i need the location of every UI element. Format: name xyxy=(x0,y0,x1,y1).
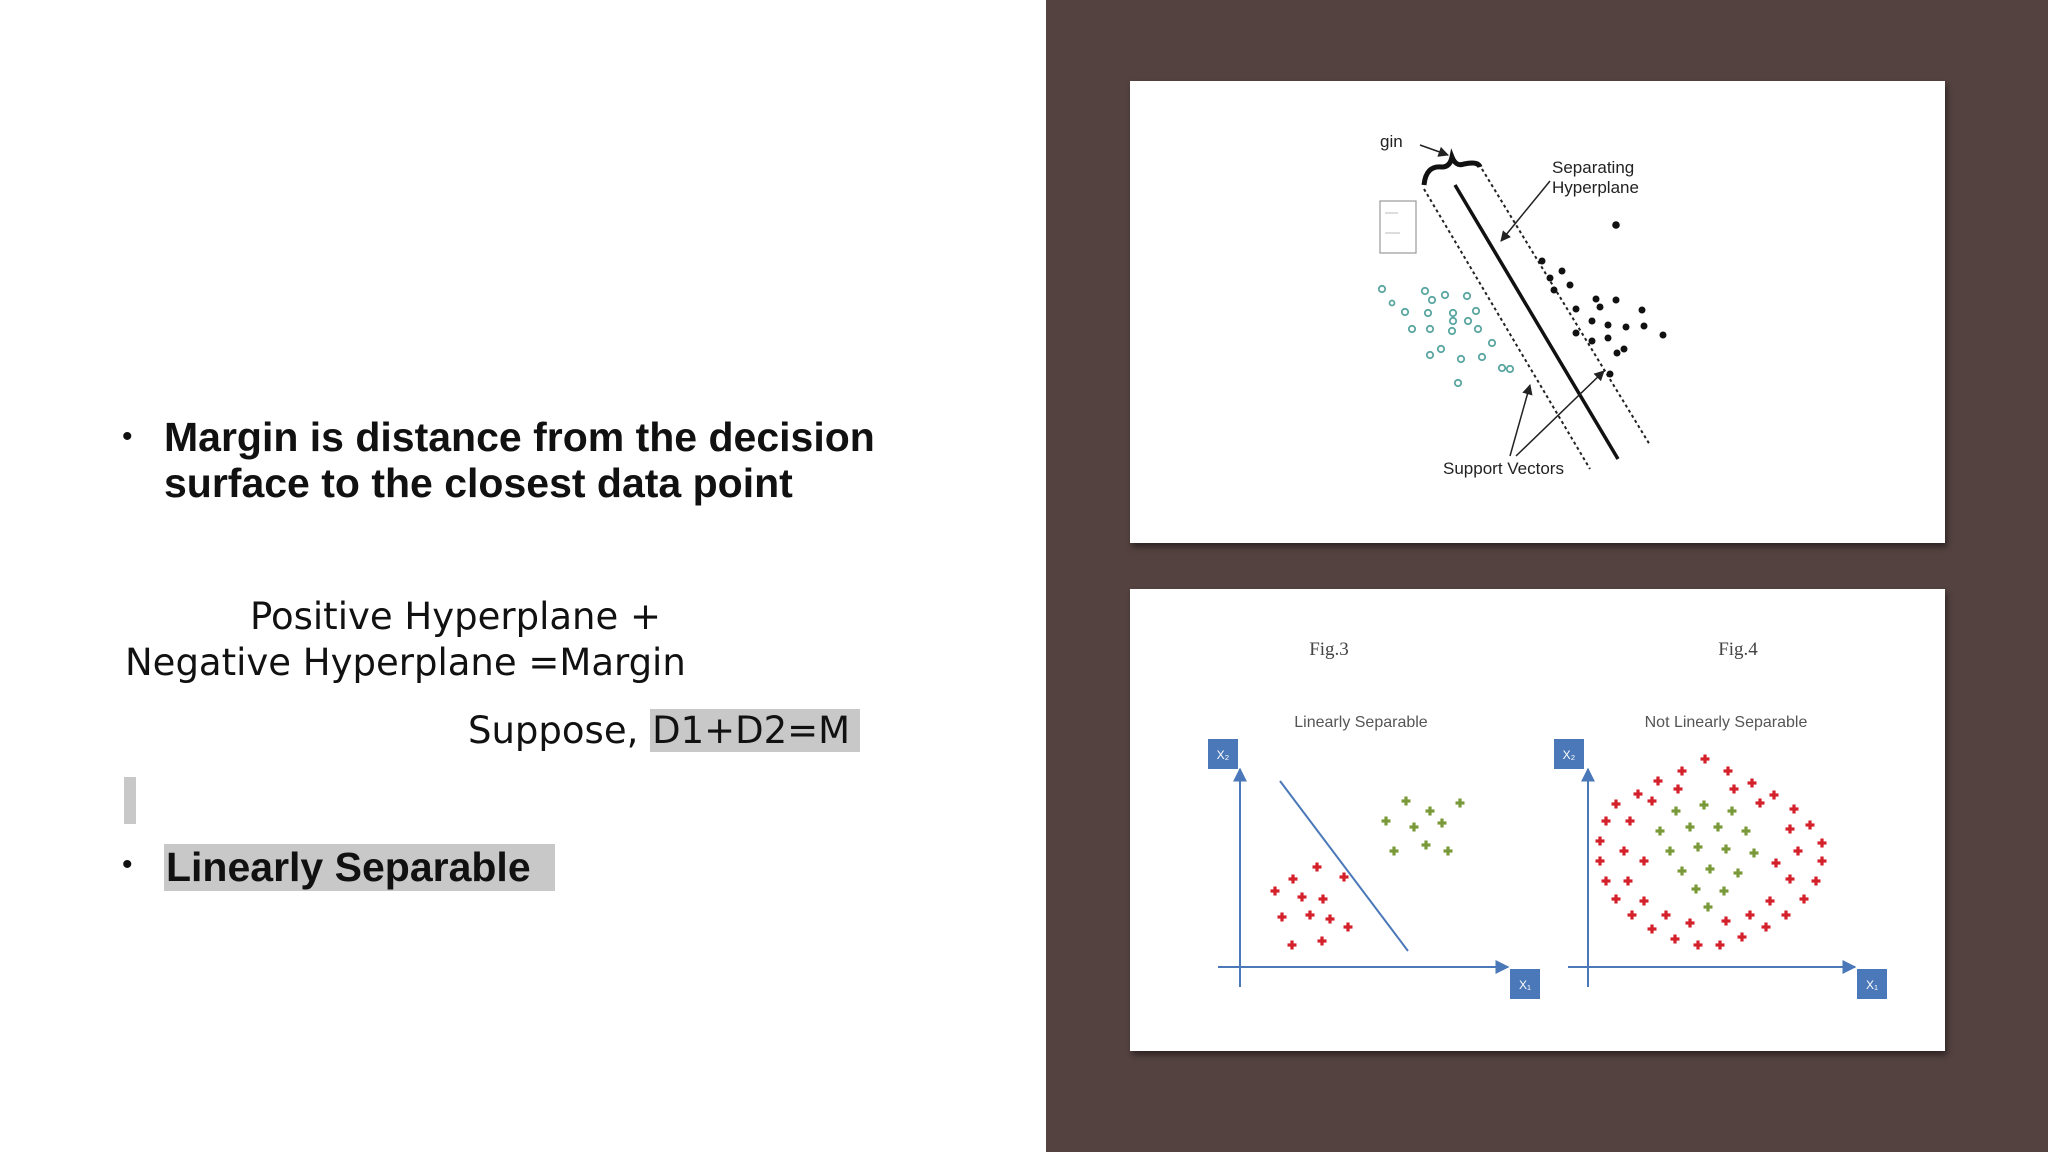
positive-class-points xyxy=(1539,221,1667,377)
margin-brace xyxy=(1424,157,1480,185)
margin-formula: Positive Hyperplane + Negative Hyperplane =Margin xyxy=(125,595,686,684)
fig3-x1-label: X₁ xyxy=(1518,978,1532,992)
fig3-title: Fig.3 xyxy=(1309,639,1349,660)
separability-figure xyxy=(1130,589,1945,1051)
svm-figure-svg xyxy=(1130,81,1945,543)
fig4-subtitle: Not Linearly Separable xyxy=(1644,714,1808,731)
separating-label-line1: Separating xyxy=(1552,158,1635,177)
suppose-prefix: Suppose, xyxy=(468,709,651,752)
fig3-red-points xyxy=(1271,863,1353,950)
margin-arrow xyxy=(1420,145,1448,155)
fig3-x2-label: X₂ xyxy=(1216,748,1230,762)
bullet-linearly-separable xyxy=(122,844,555,891)
suppose-line xyxy=(468,706,860,756)
suppose-expression: D1+D2=M xyxy=(650,709,860,752)
fig4-green-points xyxy=(1656,801,1759,912)
fig4-x2-label: X₂ xyxy=(1562,748,1576,762)
negative-class-points xyxy=(1379,286,1513,386)
bullet-margin-definition xyxy=(122,414,964,506)
separability-figure-svg xyxy=(1130,589,1945,1051)
legend-box xyxy=(1380,201,1416,253)
linearly-separable-text: Linearly Separable xyxy=(164,844,555,891)
separating-label-line2: Hyperplane xyxy=(1552,178,1639,197)
fig4-x1-label: X₁ xyxy=(1865,978,1879,992)
fig3-subtitle: Linearly Separable xyxy=(1294,714,1428,731)
fig3-green-points xyxy=(1382,797,1465,856)
bullet-glyph: • xyxy=(122,420,133,453)
fig4-title: Fig.4 xyxy=(1718,639,1758,660)
support-vectors-label: Support Vectors xyxy=(1443,459,1564,478)
positive-margin-line xyxy=(1482,169,1650,445)
svm-margin-figure xyxy=(1130,81,1945,543)
margin-definition-text: Margin is distance from the decision surface to the closest data point xyxy=(164,414,875,506)
bullet-glyph: • xyxy=(122,848,133,881)
fig4-red-points xyxy=(1596,755,1827,950)
margin-label: gin xyxy=(1380,132,1403,151)
text-selection-marker xyxy=(124,777,136,824)
